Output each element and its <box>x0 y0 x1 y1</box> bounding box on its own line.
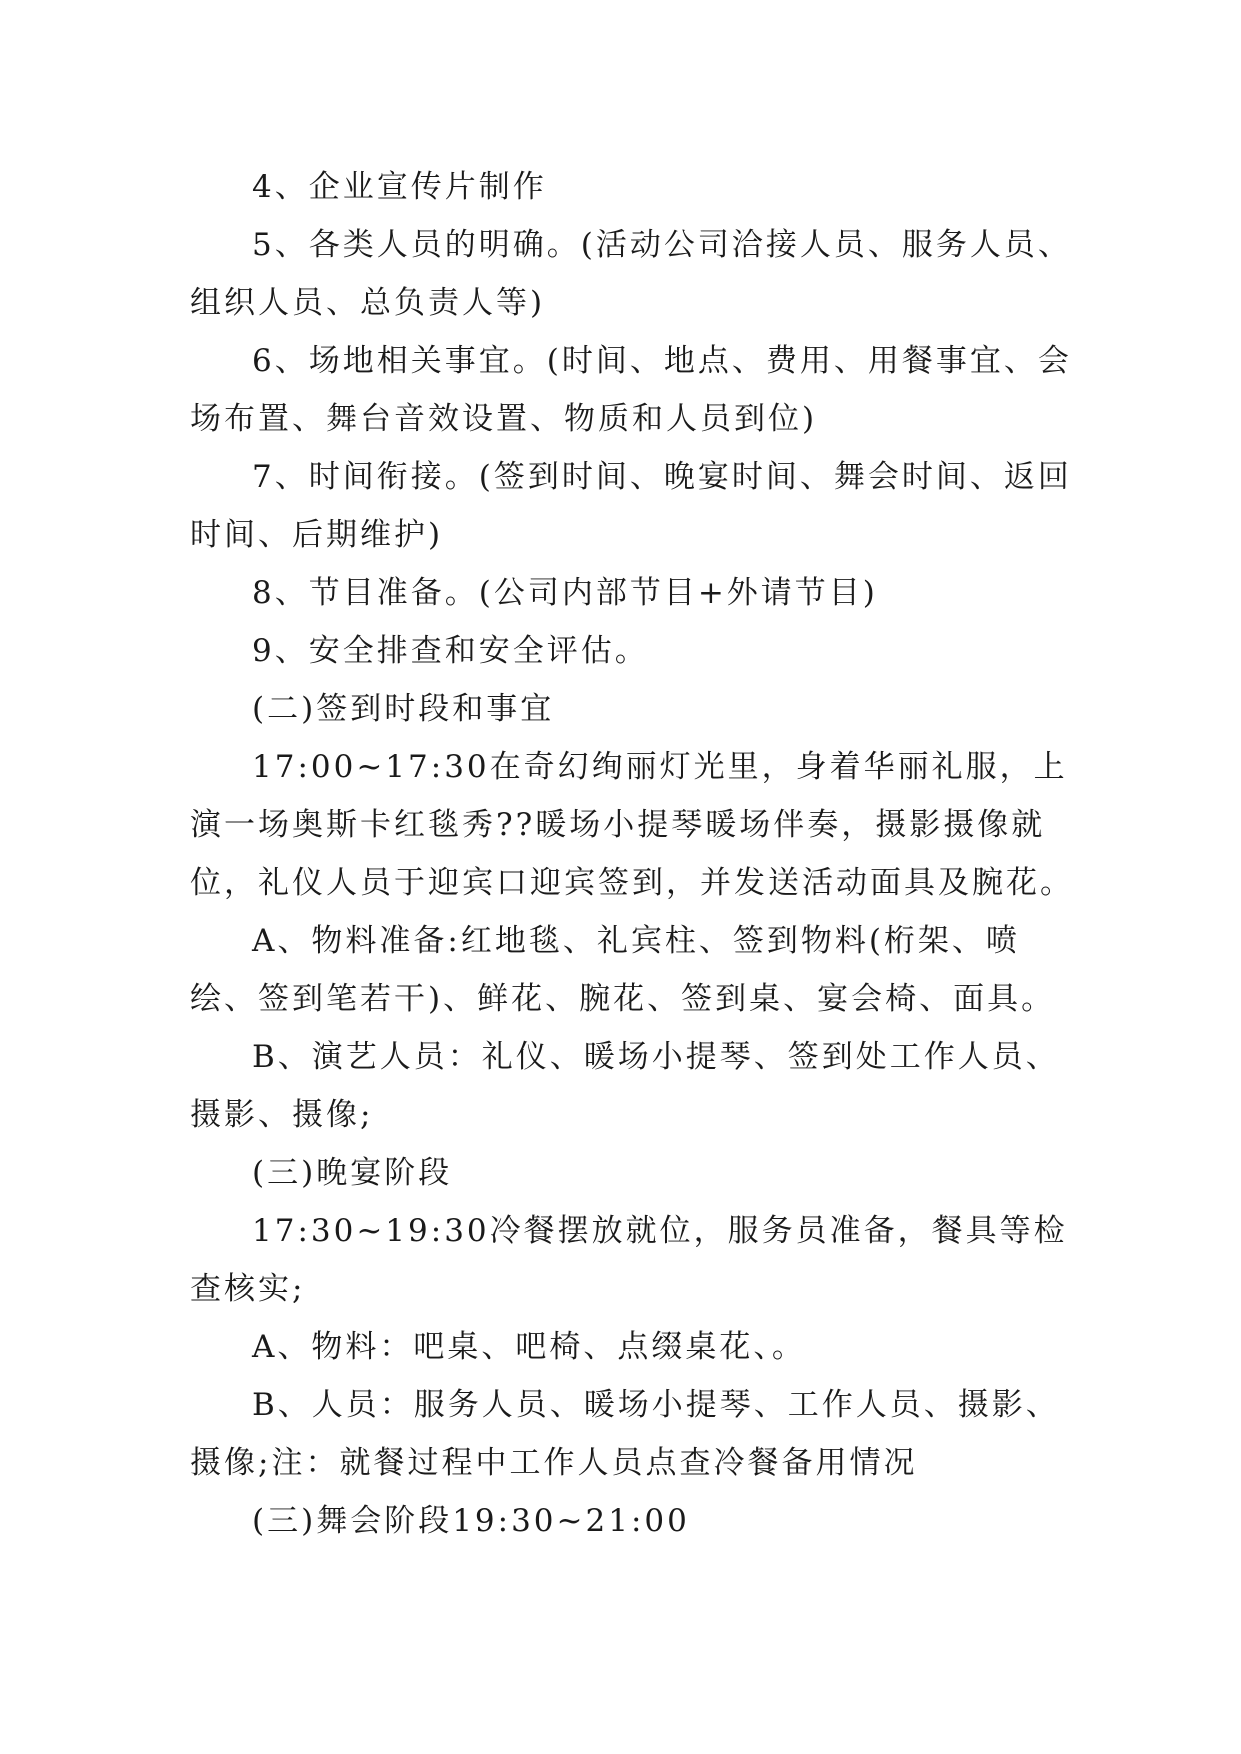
paragraph-dinner-materials: A、物料：吧桌、吧椅、点缀桌花、。 <box>252 1329 806 1365</box>
paragraph-item-5: 5、各类人员的明确。(活动公司洽接人员、服务人员、组织人员、总负责人等) <box>190 227 1072 321</box>
section-heading-dance: (三)舞会阶段19:30~21:00 <box>252 1503 690 1539</box>
paragraph-item-4: 4、企业宣传片制作 <box>252 169 547 205</box>
paragraph-item-9: 9、安全排查和安全评估。 <box>252 633 649 669</box>
paragraph-item-6: 6、场地相关事宜。(时间、地点、费用、用餐事宜、会场布置、舞台音效设置、物质和人员到位) <box>190 343 1072 437</box>
section-heading-signin: (二)签到时段和事宜 <box>252 691 555 727</box>
paragraph-dinner-schedule: 17:30~19:30冷餐摆放就位，服务员准备，餐具等检查核实; <box>190 1213 1068 1307</box>
paragraph-dinner-staff: B、人员：服务人员、暖场小提琴、工作人员、摄影、摄像;注：就餐过程中工作人员点查冷餐备用情况 <box>190 1387 1060 1481</box>
paragraph-item-7: 7、时间衔接。(签到时间、晚宴时间、舞会时间、返回时间、后期维护) <box>190 459 1072 553</box>
paragraph-signin-materials: A、物料准备:红地毯、礼宾柱、签到物料(桁架、喷绘、签到笔若干)、鲜花、腕花、签到桌、宴会椅、面具。 <box>190 923 1056 1017</box>
paragraph-item-8: 8、节目准备。(公司内部节目+外请节目) <box>252 575 878 611</box>
paragraph-signin-schedule: 17:00~17:30在奇幻绚丽灯光里，身着华丽礼服，上演一场奥斯卡红毯秀??暖场小提琴暖场伴奏，摄影摄像就位，礼仪人员于迎宾口迎宾签到，并发送活动面具及腕花。 <box>190 749 1074 901</box>
paragraph-signin-staff: B、演艺人员：礼仪、暖场小提琴、签到处工作人员、摄影、摄像; <box>190 1039 1060 1133</box>
section-heading-dinner: (三)晚宴阶段 <box>252 1155 453 1191</box>
document-body <box>190 158 1080 1550</box>
